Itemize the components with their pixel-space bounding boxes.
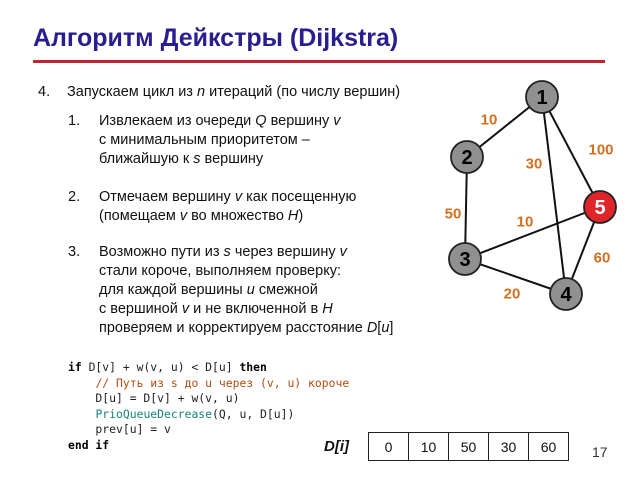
distance-cell: 60 <box>529 433 569 461</box>
text-segment: и не включенной в <box>189 301 323 317</box>
italic-term: u <box>381 320 390 336</box>
edge-weight: 100 <box>588 141 614 159</box>
code-token: PrioQueueDecrease <box>95 406 213 421</box>
text-segment: вершину <box>200 151 264 167</box>
code-token: then <box>239 360 267 374</box>
code-token: (Q, u, D[u]) <box>212 406 295 421</box>
text-segment: во множество <box>187 208 288 224</box>
text-segment: проверяем и корректируем расстояние <box>99 320 367 336</box>
code-token: // Путь из s до u через (v, u) короче <box>95 375 350 390</box>
text-segment: с вершиной <box>99 301 182 317</box>
edge-weight: 30 <box>525 155 543 173</box>
italic-term: u <box>246 282 255 298</box>
text-segment: как посещенную <box>242 189 357 205</box>
substep-number: 2. <box>68 189 81 205</box>
edge-1-4 <box>542 97 566 294</box>
vertex-label: 2 <box>461 147 473 169</box>
text-segment: вершину <box>266 113 334 129</box>
distance-cell: 30 <box>489 433 529 461</box>
substep-number: 3. <box>68 244 81 260</box>
italic-term: v <box>181 301 190 317</box>
italic-term: Q <box>255 113 267 129</box>
distance-array-label: D[i] <box>324 438 349 455</box>
italic-term: s <box>193 151 201 167</box>
code-token: if <box>68 360 82 374</box>
code-token: D[u] = D[v] + w(v, u) <box>68 391 240 406</box>
text-segment: ) <box>298 208 304 224</box>
edge-weight: 60 <box>593 249 611 267</box>
step-text-a: Запускаем цикл из <box>67 84 197 100</box>
step-text-n: n <box>196 84 206 100</box>
slide-title: Алгоритм Дейкстры (Dijkstra) <box>33 24 399 52</box>
edge-weight: 20 <box>503 285 521 303</box>
code-token: D[v] + w(v, u) < D[u] <box>81 360 240 374</box>
text-segment: смежной <box>254 282 318 298</box>
step-number: 4. <box>38 84 51 100</box>
vertex-label: 1 <box>536 87 548 109</box>
edge-weight: 10 <box>516 213 534 231</box>
italic-term: H <box>287 208 299 224</box>
italic-term: D <box>366 320 378 336</box>
code-token: end if <box>68 437 110 452</box>
text-segment: ближайшую к <box>99 151 194 167</box>
text-segment: с минимальным приоритетом – <box>99 132 310 148</box>
slide-number: 17 <box>592 444 608 460</box>
italic-term: v <box>339 244 347 260</box>
distance-cell: 0 <box>369 433 409 461</box>
italic-term: v <box>333 113 341 129</box>
italic-term: s <box>223 244 231 260</box>
substep-number: 1. <box>68 113 81 129</box>
vertex-label: 5 <box>594 197 606 219</box>
step-text-b: итераций (по числу вершин) <box>205 84 401 100</box>
text-segment: [ <box>377 320 382 336</box>
text-segment: (помещаем <box>99 208 180 224</box>
vertex-label: 4 <box>560 284 572 306</box>
distance-cell: 50 <box>449 433 489 461</box>
edge-weight: 50 <box>444 205 462 223</box>
edge-weight: 10 <box>480 111 498 129</box>
italic-term: H <box>322 301 333 317</box>
text-segment: Отмечаем вершину <box>99 189 235 205</box>
text-segment: для каждой вершины <box>99 282 247 298</box>
distance-cell: 10 <box>409 433 449 461</box>
vertex-label: 3 <box>459 249 471 271</box>
italic-term: v <box>234 189 243 205</box>
text-segment: Возможно пути из <box>99 244 224 260</box>
text-segment: стали короче, выполняем проверку: <box>99 263 341 279</box>
text-segment: ] <box>389 320 394 336</box>
code-token: prev[u] = v <box>68 422 171 437</box>
text-segment: через вершину <box>230 244 340 260</box>
text-segment: Извлекаем из очереди <box>99 113 256 129</box>
italic-term: v <box>179 208 188 224</box>
